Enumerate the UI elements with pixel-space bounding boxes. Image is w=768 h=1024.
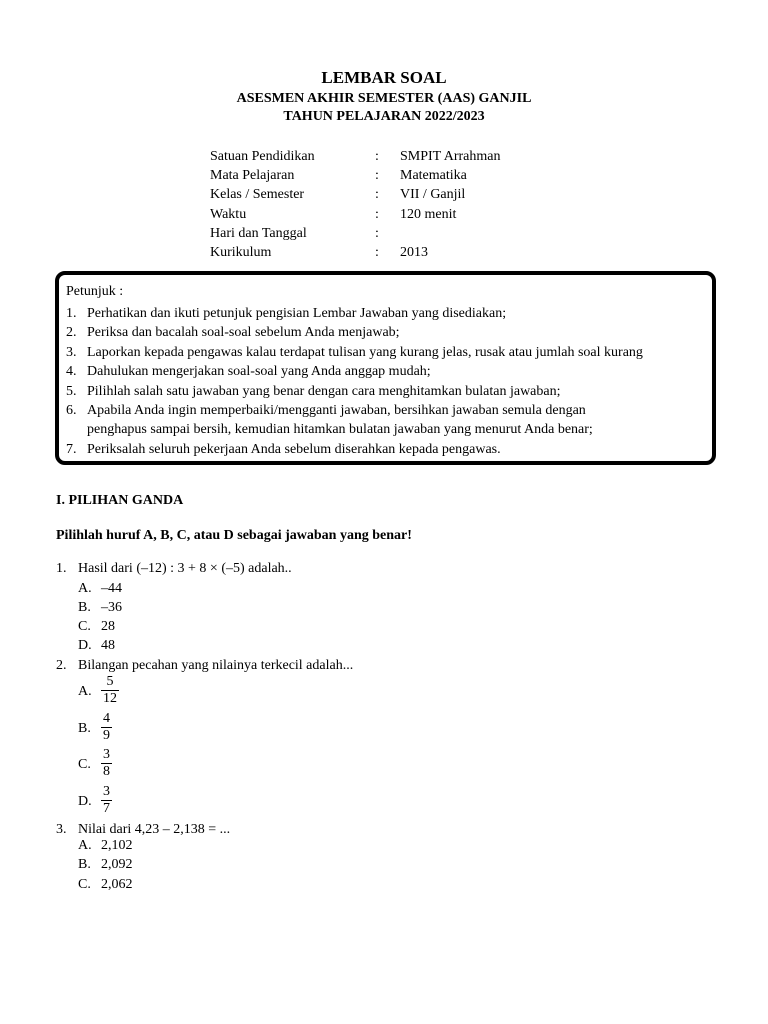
option-text: 2,092 xyxy=(101,857,133,872)
fraction xyxy=(101,674,119,707)
option-label: A. xyxy=(78,581,92,596)
instruction-number: 3. xyxy=(66,344,77,360)
fraction-denominator: 8 xyxy=(103,764,110,779)
info-row-date xyxy=(210,224,500,243)
question-number: 1. xyxy=(56,561,67,576)
fraction-numerator: 3 xyxy=(103,784,110,799)
instruction-number: 1. xyxy=(66,306,77,321)
option-b xyxy=(78,600,122,616)
fraction-denominator: 12 xyxy=(103,691,117,706)
info-row-subject xyxy=(210,166,500,185)
info-colon: : xyxy=(375,168,379,184)
info-colon: : xyxy=(375,244,379,260)
fraction-numerator: 5 xyxy=(106,674,114,689)
instruction-text: Perhatikan dan ikuti petunjuk pengisian Lembar Jawaban yang disediakan; xyxy=(87,306,507,321)
instruction-number: 4. xyxy=(66,364,77,380)
option-text: 2,102 xyxy=(101,838,133,853)
instructions-title: Petunjuk : xyxy=(66,284,124,299)
info-label: Satuan Pendidikan xyxy=(210,149,315,164)
question-number: 3. xyxy=(56,822,67,837)
info-row-curriculum xyxy=(210,243,500,262)
option-label: D. xyxy=(78,638,92,653)
info-colon: : xyxy=(375,225,379,241)
question-text: Bilangan pecahan yang nilainya terkecil adalah... xyxy=(78,658,354,673)
fraction-denominator: 7 xyxy=(103,801,110,816)
question-2 xyxy=(56,658,353,674)
info-row-school xyxy=(210,147,500,166)
document-subtitle: ASESMEN AKHIR SEMESTER (AAS) GANJIL xyxy=(236,91,532,106)
instruction-item xyxy=(66,362,643,381)
option-text: –36 xyxy=(101,600,122,615)
section-title: I. PILIHAN GANDA xyxy=(56,493,184,508)
instruction-number: 6. xyxy=(66,403,77,419)
option-text: 2,062 xyxy=(101,877,133,892)
instruction-text: Pilihlah salah satu jawaban yang benar dengan cara menghitamkan bulatan jawaban; xyxy=(87,383,561,399)
fraction xyxy=(101,711,112,744)
fraction-numerator: 3 xyxy=(103,747,110,762)
option-label: B. xyxy=(78,600,91,615)
question-1 xyxy=(56,561,292,577)
info-colon: : xyxy=(375,187,379,203)
option-label: A. xyxy=(78,838,92,853)
question-text: Nilai dari 4,23 – 2,138 = ... xyxy=(78,822,231,837)
info-value: 120 menit xyxy=(400,206,457,222)
info-colon: : xyxy=(375,149,379,164)
academic-year: TAHUN PELAJARAN 2022/2023 xyxy=(283,109,485,124)
fraction-numerator: 4 xyxy=(103,711,110,726)
option-label: C. xyxy=(78,619,91,634)
option-label: B. xyxy=(78,721,91,736)
info-row-time xyxy=(210,205,500,224)
option-a xyxy=(78,838,133,854)
document-title: LEMBAR SOAL xyxy=(321,68,447,87)
info-row-class xyxy=(210,185,500,204)
option-label: A. xyxy=(78,684,92,699)
instruction-number: 5. xyxy=(66,383,77,399)
instructions-list xyxy=(66,304,643,459)
option-label: D. xyxy=(78,794,92,809)
instruction-text: Periksa dan bacalah soal-soal sebelum Anda menjawab; xyxy=(87,325,400,341)
info-label: Kurikulum xyxy=(210,244,272,260)
instruction-item xyxy=(66,323,643,342)
exam-info-table xyxy=(210,147,500,262)
info-label: Mata Pelajaran xyxy=(210,168,295,184)
instruction-text: Dahulukan mengerjakan soal-soal yang Anda anggap mudah; xyxy=(87,364,431,380)
option-b xyxy=(78,857,133,873)
section-instruction: Pilihlah huruf A, B, C, atau D sebagai jawaban yang benar! xyxy=(56,528,412,543)
info-colon: : xyxy=(375,206,379,222)
instruction-item xyxy=(66,401,643,440)
option-label: C. xyxy=(78,877,91,892)
fraction xyxy=(101,784,112,817)
instruction-number: 2. xyxy=(66,325,77,341)
question-text: Hasil dari (–12) : 3 + 8 × (–5) adalah.. xyxy=(78,561,292,576)
question-3 xyxy=(56,822,230,838)
info-value: VII / Ganjil xyxy=(400,187,466,203)
option-c xyxy=(78,877,133,893)
fraction-denominator: 9 xyxy=(103,728,110,743)
info-value: SMPIT Arrahman xyxy=(400,149,501,164)
instruction-text: Laporkan kepada pengawas kalau terdapat tulisan yang kurang jelas, rusak atau jumlah soal kurang xyxy=(87,344,643,360)
info-value: 2013 xyxy=(400,244,428,260)
option-c xyxy=(78,619,115,635)
option-text: 28 xyxy=(101,619,115,634)
instructions-box xyxy=(55,271,716,465)
instruction-text: Periksalah seluruh pekerjaan Anda sebelum diserahkan kepada pengawas. xyxy=(87,441,501,457)
instruction-item xyxy=(66,440,643,459)
instruction-number: 7. xyxy=(66,441,77,457)
info-label: Waktu xyxy=(210,206,247,222)
fraction xyxy=(101,747,112,780)
info-label: Hari dan Tanggal xyxy=(210,225,307,241)
option-text: 48 xyxy=(101,638,115,653)
info-label: Kelas / Semester xyxy=(210,187,305,203)
option-label: C. xyxy=(78,757,91,772)
option-text: –44 xyxy=(101,581,122,596)
instruction-item xyxy=(66,343,643,362)
option-a xyxy=(78,581,122,597)
info-value: Matematika xyxy=(400,168,467,184)
instruction-item xyxy=(66,304,643,323)
instruction-item xyxy=(66,382,643,401)
question-number: 2. xyxy=(56,658,67,673)
instruction-text: Apabila Anda ingin memperbaiki/mengganti jawaban, bersihkan jawaban semula dengan xyxy=(87,403,586,419)
option-d xyxy=(78,638,115,654)
instruction-text-continued: penghapus sampai bersih, kemudian hitamkan bulatan jawaban yang menurut Anda benar; xyxy=(87,422,593,438)
option-label: B. xyxy=(78,857,91,872)
